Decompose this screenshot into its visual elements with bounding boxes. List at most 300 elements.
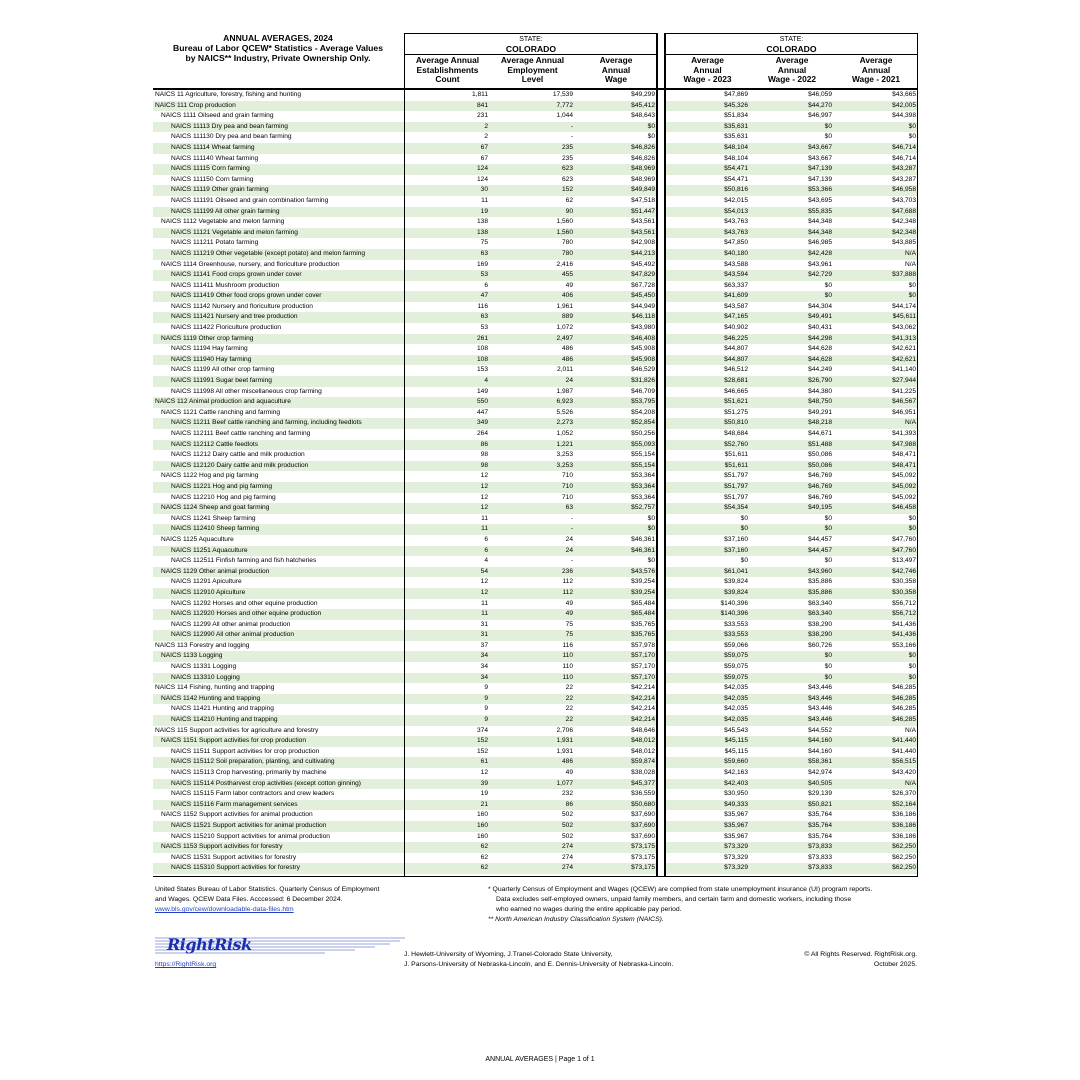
establishments-count: 19 (403, 789, 490, 800)
employment-level: 2,011 (490, 365, 575, 376)
annual-wage-2021: $46,714 (834, 154, 918, 165)
annual-wage-2021: $53,166 (834, 641, 918, 652)
annual-wage-2024: $43,561 (575, 217, 657, 228)
employment-level: 623 (490, 164, 575, 175)
annual-wage-2023: $37,160 (665, 535, 750, 546)
annual-wage-2023: $33,553 (665, 630, 750, 641)
annual-wage-2023: $35,967 (665, 810, 750, 821)
annual-wage-2024: $73,175 (575, 853, 657, 864)
annual-wage-2023: $47,850 (665, 238, 750, 249)
annual-wage-2024: $37,690 (575, 810, 657, 821)
annual-wage-2023: $42,035 (665, 715, 750, 726)
footnotes: * Quarterly Census of Employment and Wages (QCEW) are complied from state unemployment insurance (UI) program reports. Data excludes self-employed owners, unpaid family members, and certain farm and domestic workers, including those who earned no wages during the entire applicable pay period. ** North American Industry Classification System (NAICS). (488, 886, 873, 923)
annual-wage-2024: $57,170 (575, 662, 657, 673)
wage-data-table (153, 88, 918, 874)
employment-level: 7,772 (490, 101, 575, 112)
annual-wage-2023: $43,588 (665, 260, 750, 271)
annual-wage-2021: N/A (834, 726, 918, 737)
col-header-wage-2022: Average Annual Wage - 2022 (767, 55, 817, 85)
industry-name: NAICS 11 Agriculture, forestry, fishing and hunting (153, 89, 403, 101)
employment-level: 2,706 (490, 726, 575, 737)
industry-name: NAICS 111998 All other miscellaneous crop farming (153, 387, 403, 398)
industry-name: NAICS 1124 Sheep and goat farming (153, 503, 403, 514)
establishments-count: 67 (403, 143, 490, 154)
table-row (153, 863, 918, 874)
industry-name: NAICS 11119 Other grain farming (153, 185, 403, 196)
annual-wage-2021: $47,688 (834, 207, 918, 218)
table-row (153, 397, 918, 408)
annual-wage-2022: $35,886 (750, 588, 834, 599)
annual-wage-2023: $59,660 (665, 757, 750, 768)
table-row (153, 768, 918, 779)
col-header-wage-2021: Average Annual Wage - 2021 (851, 55, 901, 85)
table-row (153, 503, 918, 514)
annual-wage-2024: $39,254 (575, 577, 657, 588)
table-row (153, 429, 918, 440)
table-row (153, 471, 918, 482)
annual-wage-2024: $46,408 (575, 334, 657, 345)
annual-wage-2024: $48,969 (575, 164, 657, 175)
annual-wage-2023: $35,967 (665, 832, 750, 843)
annual-wage-2023: $45,326 (665, 101, 750, 112)
annual-wage-2024: $53,795 (575, 397, 657, 408)
annual-wage-2022: $0 (750, 673, 834, 684)
employment-level: 780 (490, 238, 575, 249)
annual-wage-2021: $44,174 (834, 302, 918, 313)
establishments-count: 11 (403, 609, 490, 620)
table-row (153, 715, 918, 726)
establishments-count: 63 (403, 312, 490, 323)
table-row (153, 302, 918, 313)
employment-level: 235 (490, 143, 575, 154)
table-row (153, 143, 918, 154)
annual-wage-2022: $44,160 (750, 747, 834, 758)
annual-wage-2024: $45,492 (575, 260, 657, 271)
annual-wage-2023: $43,594 (665, 270, 750, 281)
employment-level: - (490, 524, 575, 535)
establishments-count: 841 (403, 101, 490, 112)
annual-wage-2023: $45,115 (665, 747, 750, 758)
annual-wage-2022: $26,790 (750, 376, 834, 387)
employment-level: 22 (490, 704, 575, 715)
employment-level: 486 (490, 355, 575, 366)
table-row (153, 493, 918, 504)
establishments-count: 169 (403, 260, 490, 271)
annual-wage-2024: $49,849 (575, 185, 657, 196)
table-row (153, 164, 918, 175)
annual-wage-2024: $48,969 (575, 175, 657, 186)
table-row (153, 122, 918, 133)
annual-wage-2022: $40,431 (750, 323, 834, 334)
table-row (153, 101, 918, 112)
annual-wage-2023: $42,163 (665, 768, 750, 779)
annual-wage-2023: $0 (665, 524, 750, 535)
annual-wage-2021: $26,370 (834, 789, 918, 800)
annual-wage-2024: $53,364 (575, 482, 657, 493)
annual-wage-2023: $59,075 (665, 651, 750, 662)
annual-wage-2024: $46,826 (575, 154, 657, 165)
annual-wage-2021: $47,760 (834, 535, 918, 546)
annual-wage-2023: $47,165 (665, 312, 750, 323)
annual-wage-2023: $46,512 (665, 365, 750, 376)
annual-wage-2024: $73,175 (575, 842, 657, 853)
establishments-count: 152 (403, 747, 490, 758)
annual-wage-2024: $37,690 (575, 832, 657, 843)
annual-wage-2021: $45,092 (834, 493, 918, 504)
establishments-count: 11 (403, 599, 490, 610)
annual-wage-2024: $48,643 (575, 111, 657, 122)
report-title (153, 33, 403, 63)
annual-wage-2024: $42,214 (575, 683, 657, 694)
annual-wage-2023: $52,760 (665, 440, 750, 451)
annual-wage-2022: $50,086 (750, 461, 834, 472)
industry-name: NAICS 11421 Hunting and trapping (153, 704, 403, 715)
annual-wage-2022: $44,348 (750, 228, 834, 239)
industry-name: NAICS 11114 Wheat farming (153, 143, 403, 154)
establishments-count: 12 (403, 768, 490, 779)
industry-name: NAICS 111199 All other grain farming (153, 207, 403, 218)
annual-wage-2024: $0 (575, 132, 657, 143)
establishments-count: 9 (403, 694, 490, 705)
table-row (153, 408, 918, 419)
establishments-count: 108 (403, 355, 490, 366)
industry-name: NAICS 1112 Vegetable and melon farming (153, 217, 403, 228)
employment-level: 235 (490, 154, 575, 165)
industry-name: NAICS 111419 Other food crops grown under cover (153, 291, 403, 302)
table-row (153, 207, 918, 218)
employment-level: 710 (490, 493, 575, 504)
table-row (153, 228, 918, 239)
industry-name: NAICS 111211 Potato farming (153, 238, 403, 249)
employment-level: 486 (490, 344, 575, 355)
annual-wage-2022: $63,340 (750, 599, 834, 610)
employment-level: 1,077 (490, 779, 575, 790)
establishments-count: 9 (403, 683, 490, 694)
annual-wage-2021: $56,515 (834, 757, 918, 768)
table-row (153, 588, 918, 599)
table-row (153, 821, 918, 832)
annual-wage-2022: $0 (750, 514, 834, 525)
annual-wage-2024: $0 (575, 514, 657, 525)
industry-name: NAICS 11121 Vegetable and melon farming (153, 228, 403, 239)
annual-wage-2023: $73,329 (665, 863, 750, 874)
establishments-count: 54 (403, 567, 490, 578)
establishments-count: 124 (403, 175, 490, 186)
annual-wage-2024: $51,447 (575, 207, 657, 218)
employment-level: 22 (490, 715, 575, 726)
annual-wage-2021: $42,348 (834, 228, 918, 239)
table-row (153, 609, 918, 620)
industry-name: NAICS 1133 Logging (153, 651, 403, 662)
table-row (153, 641, 918, 652)
annual-wage-2021: $43,885 (834, 238, 918, 249)
industry-name: NAICS 11291 Apiculture (153, 577, 403, 588)
table-row (153, 281, 918, 292)
annual-wage-2021: $43,287 (834, 164, 918, 175)
industry-name: NAICS 111991 Sugar beet farming (153, 376, 403, 387)
industry-name: NAICS 11211 Beef cattle ranching and farming, including feedlots (153, 418, 403, 429)
industry-name: NAICS 113310 Logging (153, 673, 403, 684)
annual-wage-2024: $43,980 (575, 323, 657, 334)
annual-wage-2023: $50,816 (665, 185, 750, 196)
employment-level: 3,253 (490, 461, 575, 472)
annual-wage-2022: $46,985 (750, 238, 834, 249)
table-row (153, 779, 918, 790)
annual-wage-2023: $59,066 (665, 641, 750, 652)
annual-wage-2024: $42,214 (575, 694, 657, 705)
table-row (153, 704, 918, 715)
industry-name: NAICS 11331 Logging (153, 662, 403, 673)
annual-wage-2022: $49,491 (750, 312, 834, 323)
annual-wage-2022: $35,764 (750, 821, 834, 832)
annual-wage-2022: $44,671 (750, 429, 834, 440)
industry-name: NAICS 11113 Dry pea and bean farming (153, 122, 403, 133)
annual-wage-2021: $30,358 (834, 588, 918, 599)
employment-level: 1,560 (490, 228, 575, 239)
establishments-count: 19 (403, 207, 490, 218)
annual-wage-2023: $44,807 (665, 355, 750, 366)
industry-name: NAICS 11251 Aquaculture (153, 546, 403, 557)
annual-wage-2021: $46,285 (834, 704, 918, 715)
annual-wage-2022: $43,961 (750, 260, 834, 271)
establishments-count: 160 (403, 810, 490, 821)
table-row (153, 217, 918, 228)
table-row (153, 556, 918, 567)
employment-level: 17,539 (490, 89, 575, 101)
employment-level: 24 (490, 535, 575, 546)
table-row (153, 323, 918, 334)
table-row (153, 450, 918, 461)
annual-wage-2022: $51,488 (750, 440, 834, 451)
industry-name: NAICS 112112 Cattle feedlots (153, 440, 403, 451)
annual-wage-2023: $54,354 (665, 503, 750, 514)
table-row (153, 651, 918, 662)
annual-wage-2024: $57,170 (575, 673, 657, 684)
establishments-count: 53 (403, 323, 490, 334)
annual-wage-2024: $43,561 (575, 228, 657, 239)
annual-wage-2022: $35,764 (750, 810, 834, 821)
annual-wage-2021: $48,471 (834, 461, 918, 472)
authors: J. Hewlett-University of Wyoming, J.Tranel-Colorado State University, J. Parsons-University of Nebraska-Lincoln, and E. Dennis-University of Nebraska-Lincoln. (404, 951, 674, 968)
establishments-count: 47 (403, 291, 490, 302)
employment-level: 24 (490, 376, 575, 387)
rightrisk-logo (155, 935, 410, 961)
annual-wage-2021: $46,958 (834, 185, 918, 196)
annual-wage-2024: $44,213 (575, 249, 657, 260)
annual-wage-2024: $53,364 (575, 471, 657, 482)
annual-wage-2022: $43,446 (750, 683, 834, 694)
annual-wage-2024: $55,154 (575, 461, 657, 472)
annual-wage-2022: $44,457 (750, 546, 834, 557)
annual-wage-2021: $47,760 (834, 546, 918, 557)
annual-wage-2021: $56,712 (834, 599, 918, 610)
table-row (153, 757, 918, 768)
annual-wage-2023: $39,824 (665, 577, 750, 588)
employment-level: 62 (490, 196, 575, 207)
employment-level: 90 (490, 207, 575, 218)
employment-level: 75 (490, 620, 575, 631)
title-line-3: by NAICS** Industry, Private Ownership Only. (185, 53, 371, 63)
industry-name: NAICS 111421 Nursery and tree production (153, 312, 403, 323)
annual-wage-2021: $47,988 (834, 440, 918, 451)
table-row (153, 630, 918, 641)
establishments-count: 31 (403, 630, 490, 641)
establishments-count: 447 (403, 408, 490, 419)
employment-level: 22 (490, 694, 575, 705)
annual-wage-2023: $43,763 (665, 217, 750, 228)
annual-wage-2024: $45,908 (575, 355, 657, 366)
annual-wage-2021: $46,567 (834, 397, 918, 408)
annual-wage-2024: $67,728 (575, 281, 657, 292)
annual-wage-2023: $43,763 (665, 228, 750, 239)
industry-name: NAICS 1153 Support activities for forestry (153, 842, 403, 853)
annual-wage-2021: $62,250 (834, 842, 918, 853)
col-header-establishments: Average Annual Establishments Count (415, 55, 480, 85)
annual-wage-2023: $42,403 (665, 779, 750, 790)
annual-wage-2021: $45,092 (834, 482, 918, 493)
employment-level: 406 (490, 291, 575, 302)
annual-wage-2021: N/A (834, 260, 918, 271)
table-row (153, 196, 918, 207)
employment-level: 1,931 (490, 736, 575, 747)
annual-wage-2022: $47,139 (750, 164, 834, 175)
annual-wage-2023: $73,329 (665, 842, 750, 853)
annual-wage-2023: $49,333 (665, 800, 750, 811)
employment-level: 5,526 (490, 408, 575, 419)
establishments-count: 149 (403, 387, 490, 398)
annual-wage-2023: $73,329 (665, 853, 750, 864)
source-citation: United States Bureau of Labor Statistics. Quarterly Census of Employment and Wages. QCEW Data Files. Acccessed: 6 December 2024. www.bls.gov/cew/downloadable-data-files.htm (155, 886, 380, 913)
annual-wage-2021: N/A (834, 418, 918, 429)
annual-wage-2021: $48,471 (834, 450, 918, 461)
annual-wage-2022: $38,290 (750, 620, 834, 631)
annual-wage-2024: $45,450 (575, 291, 657, 302)
employment-level: 49 (490, 768, 575, 779)
industry-name: NAICS 114210 Hunting and trapping (153, 715, 403, 726)
industry-name: NAICS 11194 Hay farming (153, 344, 403, 355)
employment-level: 274 (490, 853, 575, 864)
employment-level: 2,497 (490, 334, 575, 345)
annual-wage-2024: $46,529 (575, 365, 657, 376)
annual-wage-2021: $46,458 (834, 503, 918, 514)
annual-wage-2023: $51,797 (665, 471, 750, 482)
annual-wage-2021: $62,250 (834, 863, 918, 874)
annual-wage-2023: $51,797 (665, 482, 750, 493)
industry-name: NAICS 115310 Support activities for forestry (153, 863, 403, 874)
table-row (153, 482, 918, 493)
annual-wage-2024: $35,765 (575, 620, 657, 631)
establishments-count: 138 (403, 228, 490, 239)
employment-level: 116 (490, 641, 575, 652)
annual-wage-2022: $47,139 (750, 175, 834, 186)
table-row (153, 418, 918, 429)
industry-name: NAICS 11531 Support activities for forestry (153, 853, 403, 864)
annual-wage-2022: $44,249 (750, 365, 834, 376)
employment-level: 2,273 (490, 418, 575, 429)
employment-level: 49 (490, 281, 575, 292)
establishments-count: 9 (403, 715, 490, 726)
industry-name: NAICS 112910 Apiculture (153, 588, 403, 599)
employment-level: 152 (490, 185, 575, 196)
table-row (153, 440, 918, 451)
annual-wage-2024: $52,757 (575, 503, 657, 514)
table-row (153, 567, 918, 578)
industry-name: NAICS 1114 Greenhouse, nursery, and floriculture production (153, 260, 403, 271)
annual-wage-2023: $61,041 (665, 567, 750, 578)
industry-name: NAICS 11521 Support activities for animal production (153, 821, 403, 832)
table-row (153, 461, 918, 472)
establishments-count: 21 (403, 800, 490, 811)
annual-wage-2024: $46,361 (575, 535, 657, 546)
annual-wage-2024: $73,175 (575, 863, 657, 874)
table-row (153, 546, 918, 557)
annual-wage-2024: $50,256 (575, 429, 657, 440)
table-row (153, 810, 918, 821)
annual-wage-2023: $28,681 (665, 376, 750, 387)
industry-name: NAICS 1142 Hunting and trapping (153, 694, 403, 705)
annual-wage-2024: $46,826 (575, 143, 657, 154)
establishments-count: 11 (403, 196, 490, 207)
annual-wage-2022: $46,769 (750, 493, 834, 504)
table-row (153, 270, 918, 281)
employment-level: 6,923 (490, 397, 575, 408)
annual-wage-2023: $54,471 (665, 164, 750, 175)
source-link[interactable]: www.bls.gov/cew/downloadable-data-files.htm (155, 906, 294, 913)
annual-wage-2022: $40,505 (750, 779, 834, 790)
annual-wage-2022: $35,764 (750, 832, 834, 843)
employment-level: - (490, 556, 575, 567)
annual-wage-2022: $46,769 (750, 471, 834, 482)
annual-wage-2023: $0 (665, 556, 750, 567)
employment-level: 49 (490, 599, 575, 610)
annual-wage-2023: $48,104 (665, 143, 750, 154)
employment-level: 110 (490, 673, 575, 684)
table-row (153, 175, 918, 186)
establishments-count: 9 (403, 704, 490, 715)
industry-name: NAICS 1125 Aquaculture (153, 535, 403, 546)
column-divider (917, 33, 918, 876)
employment-level: - (490, 514, 575, 525)
table-row (153, 334, 918, 345)
employment-level: 86 (490, 800, 575, 811)
annual-wage-2023: $46,225 (665, 334, 750, 345)
establishments-count: 31 (403, 620, 490, 631)
table-row (153, 736, 918, 747)
table-row (153, 260, 918, 271)
annual-wage-2021: $41,140 (834, 365, 918, 376)
annual-wage-2021: $36,186 (834, 832, 918, 843)
industry-name: NAICS 111219 Other vegetable (except potato) and melon farming (153, 249, 403, 260)
annual-wage-2021: $0 (834, 673, 918, 684)
establishments-count: 12 (403, 503, 490, 514)
annual-wage-2022: $55,835 (750, 207, 834, 218)
establishments-count: 550 (403, 397, 490, 408)
annual-wage-2021: $44,398 (834, 111, 918, 122)
employment-level: 274 (490, 863, 575, 874)
annual-wage-2021: $13,497 (834, 556, 918, 567)
establishments-count: 4 (403, 376, 490, 387)
establishments-count: 6 (403, 535, 490, 546)
industry-name: NAICS 11141 Food crops grown under cover (153, 270, 403, 281)
annual-wage-2022: $0 (750, 122, 834, 133)
annual-wage-2022: $73,833 (750, 842, 834, 853)
industry-name: NAICS 114 Fishing, hunting and trapping (153, 683, 403, 694)
rightrisk-link[interactable]: https://RightRisk.org (155, 961, 217, 968)
annual-wage-2023: $30,950 (665, 789, 750, 800)
annual-wage-2022: $44,628 (750, 344, 834, 355)
annual-wage-2021: $0 (834, 651, 918, 662)
employment-level: 502 (490, 810, 575, 821)
